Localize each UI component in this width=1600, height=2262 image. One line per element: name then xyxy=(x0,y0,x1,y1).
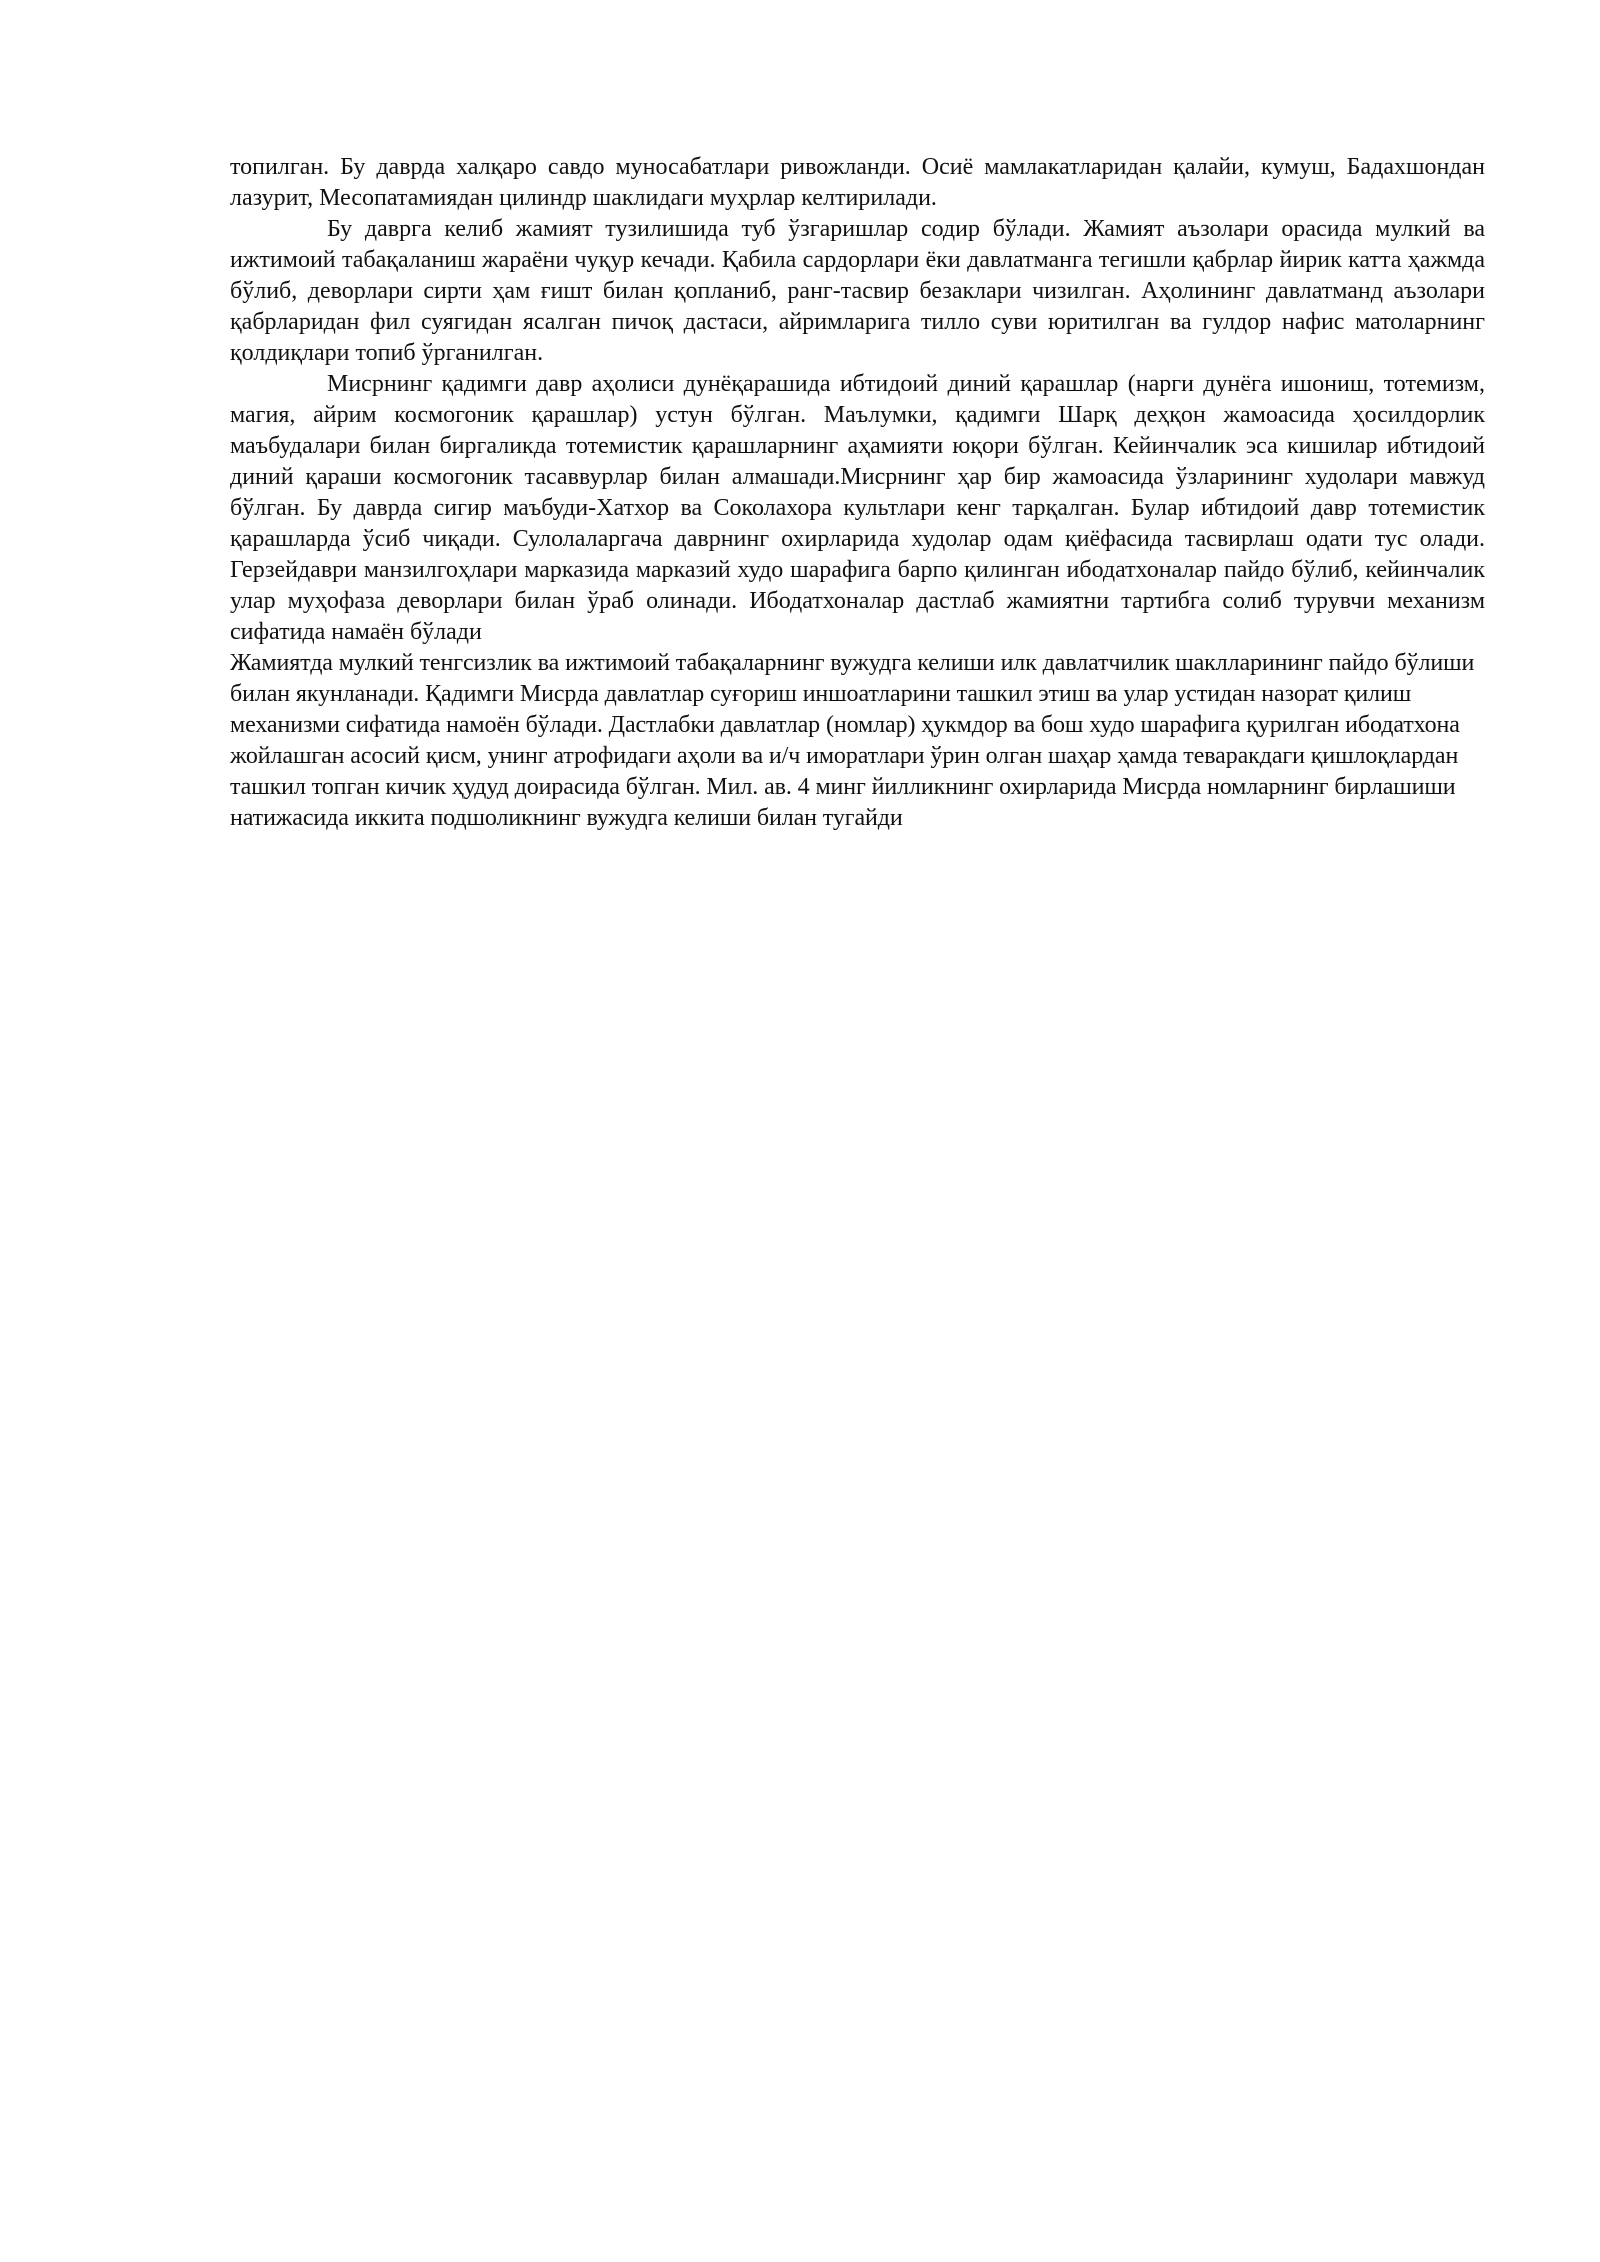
paragraph-2: Бу даврга келиб жамият тузилишида туб ўзгаришлар содир бўлади. Жамият аъзолари орасида мулкий ва ижтимоий табақаланиш жараёни чуқур кечади. Қабила сардорлари ёки давлатманга тегишли қабрлар йирик катта ҳажмда бўлиб, деворлари сирти ҳам ғишт билан қопланиб, ранг-тасвир безаклари чизилган. Аҳолининг давлатманд аъзолари қабрларидан фил суягидан ясалган пичоқ дастаси, айримларига тилло суви юритилган ва гулдор нафис матоларнинг қолдиқлари топиб ўрганилган. xyxy=(230,216,1485,366)
paragraph-4: Жамиятда мулкий тенгсизлик ва ижтимоий табақаларнинг вужудга келиши илк давлатчилик шаклларининг пайдо бўлиши билан якунланади. Қадимги Мисрда давлатлар суғориш иншоатларини ташкил этиш ва улар устидан назорат қилиш механизми сифатида намоён бўлади. Дастлабки давлатлар (номлар) ҳукмдор ва бош худо шарафига қурилган ибодатхона жойлашган асосий қисм, унинг атрофидаги аҳоли ва и/ч иморатлари ўрин олган шаҳар ҳамда теваракдаги қишлоқлардан ташкил топган кичик ҳудуд доирасида бўлган. Мил. ав. 4 минг йилликнинг охирларида Мисрда номларнинг бирлашиши натижасида иккита подшоликнинг вужудга келиши билан тугайди xyxy=(230,650,1475,831)
document-body xyxy=(230,152,1485,834)
paragraph-3: Мисрнинг қадимги давр аҳолиси дунёқарашида ибтидоий диний қарашлар (нарги дунёга ишониш, тотемизм, магия, айрим космогоник қарашлар) устун бўлган. Маълумки, қадимги Шарқ деҳқон жамоасида ҳосилдорлик маъбудалари билан биргаликда тотемистик қарашларнинг аҳамияти юқори бўлган. Кейинчалик эса кишилар ибтидоий диний қараши космогоник тасаввурлар билан алмашади.Мисрнинг ҳар бир жамоасида ўзларининг худолари мавжуд бўлган. Бу даврда сигир маъбуди-Хатхор ва Соколахора культлари кенг тарқалган. Булар ибтидоий давр тотемистик қарашларда ўсиб чиқади. Сулолаларгача даврнинг охирларида худолар одам қиёфасида тасвирлаш одати тус олади. Герзейдаври манзилгоҳлари марказида марказий худо шарафига барпо қилинган ибодатхоналар пайдо бўлиб, кейинчалик улар муҳофаза деворлари билан ўраб олинади. Ибодатхоналар дастлаб жамиятни тартибга солиб турувчи механизм сифатида намаён бўлади xyxy=(230,371,1485,645)
paragraph-1: топилган. Бу даврда халқаро савдо муносабатлари ривожланди. Осиё мамлакатларидан қалайи, кумуш, Бадахшондан лазурит, Месопатамиядан цилиндр шаклидаги муҳрлар келтирилади. xyxy=(230,154,1485,211)
